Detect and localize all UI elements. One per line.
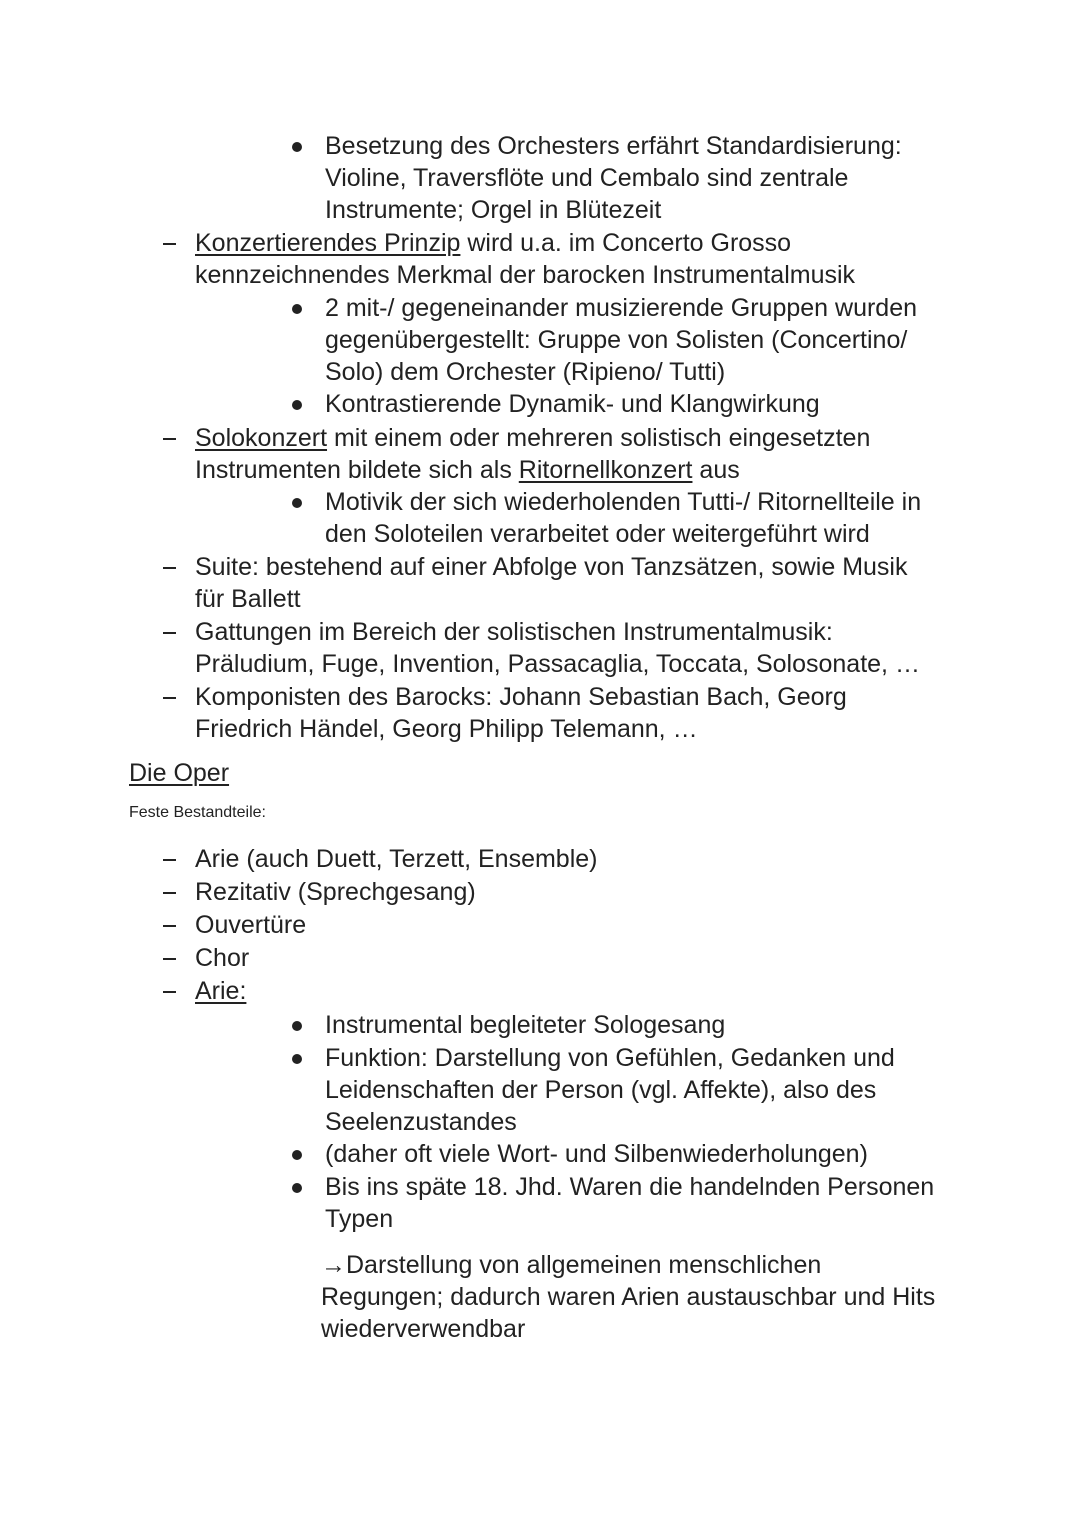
dash-marker [163,438,176,440]
bullet-dot [292,1021,302,1031]
text-span: aus [692,456,740,484]
bullet-dot [292,1054,302,1064]
list-item: Rezitativ (Sprechgesang) [195,878,476,906]
text-line: Besetzung des Orchesters erfährt Standardisierung: [325,132,902,160]
text-line: wiederverwendbar [321,1315,526,1343]
text-line: Instrumental begleiteter Sologesang [325,1011,726,1039]
underlined-term: Ritornellkonzert [518,456,693,484]
text-line: Typen [325,1205,394,1233]
text-line: Komponisten des Barocks: Johann Sebastian Bach, Georg [195,683,847,711]
dash-marker [163,958,176,960]
underlined-term: Konzertierendes Prinzip [195,229,461,257]
text-span: wird u.a. im Concerto Grosso [460,229,792,257]
dash-marker [163,859,176,861]
text-line: Leidenschaften der Person (vgl. Affekte), also des [325,1076,877,1104]
text-span: mit einem oder mehreren solistisch eingesetzten [327,424,871,452]
text-line: Funktion: Darstellung von Gefühlen, Gedanken und [325,1044,895,1072]
bullet-dot [292,400,302,410]
text-line: Bis ins späte 18. Jhd. Waren die handelnden Personen [325,1173,935,1201]
text-span: Darstellung von allgemeinen menschlichen [346,1251,822,1279]
text-line: Regungen; dadurch waren Arien austauschbar und Hits [321,1283,936,1311]
arrow-right-icon: → [321,1251,346,1279]
text-line: Violine, Traversflöte und Cembalo sind zentrale [325,164,849,192]
list-item: Ouvertüre [195,911,307,939]
text-line [195,454,740,486]
text-line [195,227,791,259]
section-heading-opera [129,757,229,789]
list-item: Arie (auch Duett, Terzett, Ensemble) [195,845,598,873]
bullet-dot [292,1150,302,1160]
text-line: Kontrastierende Dynamik- und Klangwirkung [325,390,820,418]
list-item [195,975,246,1007]
text-line: Motivik der sich wiederholenden Tutti-/ Ritornellteile in [325,488,922,516]
list-item: Chor [195,944,250,972]
dash-marker [163,697,176,699]
subheading-fixed-parts: Feste Bestandteile: [129,804,266,821]
text-span: Instrumenten bildete sich als [195,456,519,484]
bullet-dot [292,1183,302,1193]
dash-marker [163,991,176,993]
text-line: den Soloteilen verarbeitet oder weitergeführt wird [325,520,870,548]
text-line: Seelenzustandes [325,1108,517,1136]
text-line: Solo) dem Orchester (Ripieno/ Tutti) [325,358,726,386]
text-line: Friedrich Händel, Georg Philipp Telemann, … [195,715,698,743]
heading-text: Die Oper [129,759,230,787]
dash-marker [163,243,176,245]
text-line: Gattungen im Bereich der solistischen Instrumentalmusik: [195,618,833,646]
bullet-dot [292,304,302,314]
text-line: Suite: bestehend auf einer Abfolge von Tanzsätzen, sowie Musik [195,553,908,581]
text-line: kennzeichnendes Merkmal der barocken Instrumentalmusik [195,261,856,289]
dash-marker [163,567,176,569]
text-line: Präludium, Fuge, Invention, Passacaglia, Toccata, Solosonate, … [195,650,920,678]
underlined-term: Solokonzert [195,424,328,452]
dash-marker [163,632,176,634]
bullet-dot [292,142,302,152]
text-line [195,422,870,454]
dash-marker [163,925,176,927]
text-line: für Ballett [195,585,301,613]
text-line: 2 mit-/ gegeneinander musizierende Gruppen wurden [325,294,918,322]
text-line: (daher oft viele Wort- und Silbenwiederholungen) [325,1140,868,1168]
text-line: Instrumente; Orgel in Blütezeit [325,196,662,224]
underlined-term: Arie: [195,977,247,1005]
text-line [321,1249,821,1281]
bullet-dot [292,498,302,508]
dash-marker [163,892,176,894]
text-line: gegenübergestellt: Gruppe von Solisten (Concertino/ [325,326,908,354]
